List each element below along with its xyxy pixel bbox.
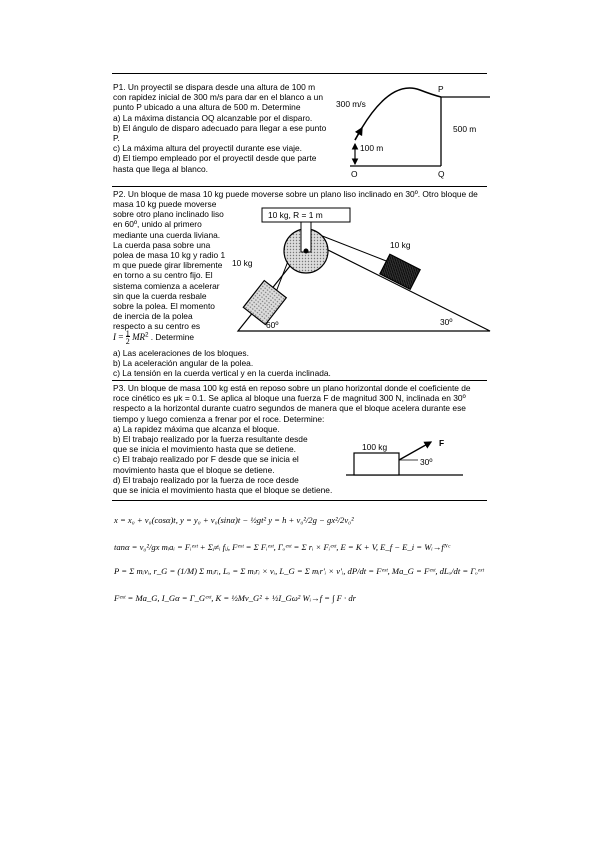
right-angle-label: 30º [440,317,453,327]
p3-diagram [340,434,470,489]
p2-line: en 60º, unido al primero [113,219,202,230]
p3-line: b) El trabajo realizado por la fuerza resultante desde [113,434,308,444]
p2-line: polea de masa 10 kg y radio 1 [113,250,226,261]
left-mass-label: 10 kg [232,258,253,268]
p3-line: que se inicia el movimiento hasta que el bloque se detiene. [113,485,333,496]
p2-line: sin que la cuerda resbale [113,290,207,301]
p2-line: La cuerda pasa sobre una [113,239,211,250]
p2-item: c) La tensión en la cuerda vertical y en la cuerda inclinada. [113,368,331,379]
formula-line-4: Fᵉˣᵗ = Ma_G, I_Gα = Γ_Gᵉˣᵗ, K = ½Mv_G² + ½I_Gω² Wᵢ→f = ∫ F · dr [114,593,356,603]
p1-line: a) La máxima distancia OQ alcanzable por el disparo. [113,112,313,123]
p2-first-line: P2. Un bloque de masa 10 kg puede moverse sobre un plano liso inclinado en 30º. Otro bloque de [113,189,478,199]
force-label: F [439,438,445,448]
pulley-support [301,222,311,252]
p2-line: respecto a su centro es [113,321,201,332]
p3-line: roce cinético es μk = 0.1. Se aplica al bloque una fuerza F de magnitud 300 N, inclinada en 30º [113,393,466,404]
p2-line: m que puede girar libremente [113,260,223,271]
rule-p3 [112,380,487,381]
p2-line: sobre otro plano inclinado liso [113,209,224,220]
p2-diagram [232,200,492,335]
p3-line: P3. Un bloque de masa 100 kg está en reposo sobre un plano horizontal donde el coeficiente de [113,383,471,393]
p3-line: respecto a la horizontal durante cuatro segundos de manera que el bloque acelera durante ese [113,403,466,414]
pulley-axle [304,249,309,254]
p2-item: a) Las aceleraciones de los bloques. [113,348,249,358]
velocity-arrow [355,128,362,140]
formula-line-1: x = x₀ + v₀(cosα)t, y = y₀ + v₀(sinα)t − ½gt² y = h + v₀²/2g − gx²/2v₀² [114,515,354,525]
p3-side-text [113,434,345,495]
p1-line: P1. Un proyectil se dispara desde una altura de 100 m [113,82,316,92]
inertia-end: . Determine [150,332,195,343]
p1-line: punto P ubicado a una altura de 500 m. Determine [113,102,301,113]
block-mass-label: 100 kg [362,442,388,452]
p1-text [113,82,341,174]
p1-line: d) El tiempo empleado por el proyectil desde que parte [113,153,317,164]
p2-line: mediante una cuerda liviana. [113,229,221,240]
p3-line: tiempo y luego comienza a frenar por el roce. Determine: [113,413,325,424]
p2-line: sistema comienza a acelerar [113,280,220,291]
trajectory [355,88,441,140]
p2-side-text [113,199,228,332]
p1-line: con rapidez inicial de 300 m/s para dar en el blanco a un [113,92,323,103]
pulley-label: 10 kg, R = 1 m [268,210,323,220]
p2-line: sobre la polea. El momento [113,301,215,312]
rule-p2 [112,186,487,187]
p3-line: d) El trabajo realizado por la fuerza de roce desde [113,474,299,485]
rule-formulas [112,500,487,501]
p1-diagram [330,80,490,180]
p1-line: P. [113,133,120,144]
p3-line: a) La rapidez máxima que alcanza el bloque. [113,423,280,434]
p3-line: c) El trabajo realizado por F desde que se inicia el [113,454,299,465]
p2-items [113,348,453,379]
p2-line: masa 10 kg puede moverse [113,199,217,209]
p3-line: movimiento hasta que el bloque se detiene. [113,464,275,475]
block-100kg [354,453,399,475]
height-p-label: 500 m [453,124,477,134]
inertia-formula: I = 1 2 $MR^2$ . Determine [113,329,195,346]
formula-line-3: P = Σ mᵢvᵢ, r_G = (1/M) Σ mᵢrᵢ, Lₒ = Σ mᵢrᵢ × vᵢ, L_G = Σ mᵢr'ᵢ × v'ᵢ, dP/dt = Fᵉˣᵗ, Ma_G = Fᵉˣᵗ, dLₒ/dt = Γₒᵉˣᵗ [114,566,484,576]
point-o-label: O [351,169,358,179]
rule-top [112,73,487,74]
height-o-label: 100 m [360,143,384,153]
right-mass-label: 10 kg [390,240,411,250]
angle-label: 30º [420,457,433,467]
left-angle-label: 60º [266,320,279,330]
point-p-label: P [438,84,444,94]
speed-label: 300 m/s [336,99,366,109]
p2-line: en torno a su centro fijo. El [113,270,213,281]
p2-line: de inercia de la polea [113,311,193,322]
p3-line: que se inicia el movimiento hasta que se detiene. [113,444,296,455]
p1-line: b) El ángulo de disparo adecuado para llegar a ese punto [113,122,327,133]
p1-line: hasta que llega al blanco. [113,163,208,174]
formula-line-2: tanα = v₀²/gx mᵢaᵢ = Fᵢᵉˣᵗ + Σⱼ≠ᵢ fᵢⱼ, Fᵉˣᵗ = Σ Fᵢᵉˣᵗ, Γₒᵉˣᵗ = Σ rᵢ × Fᵢᵉˣᵗ, E = K + V, E_f − E_i = Wᵢ→fᴺᶜ [114,542,450,552]
p2-item: b) La aceleración angular de la polea. [113,358,254,369]
p3-text [113,383,488,434]
p1-line: c) La máxima altura del proyectil durante ese viaje. [113,143,302,154]
point-q-label: Q [438,169,445,179]
